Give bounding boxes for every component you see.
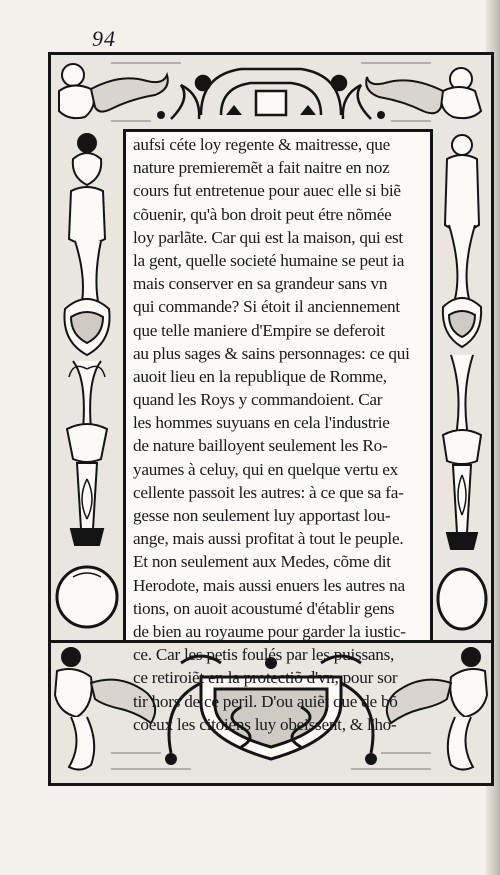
text-line: tions, on auoit acoustumé d'établir gens bbox=[133, 598, 395, 618]
text-line: que telle maniere d'Empire se deferoit bbox=[133, 320, 385, 340]
text-line: tir hors de ce peril. D'ou auiẽt que de bõ bbox=[133, 691, 398, 711]
text-line: cellente passoit les autres: à ce que sa fa- bbox=[133, 482, 404, 502]
left-border-ornament bbox=[51, 129, 126, 646]
text-line: ce. Car les petis foulés par les puissans, bbox=[133, 645, 395, 665]
text-line: coeux les citoiens luy obeissent, & l'ho- bbox=[133, 714, 397, 734]
text-line: de nature bailloyent seulement les Ro- bbox=[133, 436, 388, 456]
text-line: nature premieremẽt a fait naitre en noz bbox=[133, 158, 390, 178]
text-line: cours fut entretenue pour auec elle si biẽ bbox=[133, 181, 401, 201]
text-line: auoit lieu en la republique de Romme, bbox=[133, 366, 387, 386]
text-line: quand les Roys y commandoient. Car bbox=[133, 390, 383, 410]
text-line: ce retiroiẽt en la protectiõ d'vn, pour sor bbox=[133, 668, 398, 688]
text-line: Et non seulement aux Medes, cõme dit bbox=[133, 552, 391, 572]
text-line: Herodote, mais aussi enuers les autres na bbox=[133, 575, 405, 595]
body-text bbox=[133, 133, 433, 736]
text-line: la gent, quelle societé humaine se peut ia bbox=[133, 250, 405, 270]
text-line: les hommes suyuans en cela l'industrie bbox=[133, 413, 390, 433]
text-line: ange, mais aussi profitat à tout le peuple. bbox=[133, 529, 404, 549]
text-line: yaumes à celuy, qui en quelque vertu ex bbox=[133, 459, 398, 479]
page-number: 94 bbox=[92, 26, 116, 51]
text-line: gesse non seulement luy apportast lou- bbox=[133, 506, 391, 525]
woodcut-frame bbox=[48, 52, 494, 786]
text-line: au plus sages & sains personnages: ce qui bbox=[133, 343, 410, 363]
text-line: aufsi céte loy regente & maitresse, que bbox=[133, 135, 391, 154]
text-line: qui commande? Si étoit il anciennement bbox=[133, 297, 400, 317]
text-line: mais conserver en sa grandeur sans vn bbox=[133, 274, 388, 294]
text-line: de bien au royaume pour garder la iustic- bbox=[133, 621, 406, 641]
text-line: loy parlãte. Car qui est la maison, qui est bbox=[133, 227, 403, 247]
top-border-ornament bbox=[51, 55, 491, 132]
text-line: cõuenir, qu'à bon droit peut étre nõmée bbox=[133, 204, 392, 224]
right-border-ornament bbox=[430, 129, 491, 646]
